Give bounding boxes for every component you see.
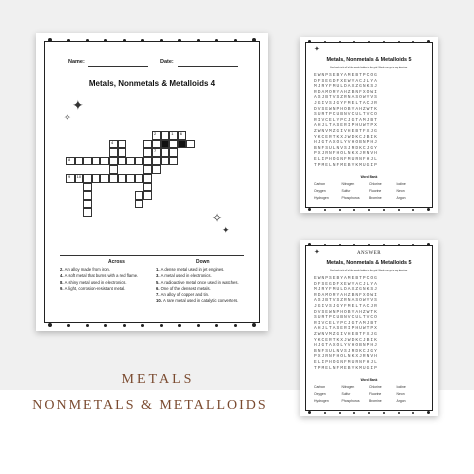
across-clue: 8. A shiny metal used in electronics. xyxy=(60,279,127,285)
word-bank-item: Iodine xyxy=(396,182,406,186)
date-label: Date: xyxy=(160,59,174,65)
top-dot-border xyxy=(308,242,430,247)
crossword-cell xyxy=(135,191,144,200)
crossword-cell xyxy=(118,157,127,166)
clue-number: 8 xyxy=(68,156,71,162)
clue-number: 1 xyxy=(171,131,174,136)
crossword-cell xyxy=(152,140,161,149)
letter-grid: EWNPSEBYAMEBTPCOG DFSEGDFXEWYACJLYA MJRYFMULDAXZGNKSJ RDAMORYAHZBNFXOWI ASJBTVSZRNASOWYVS JGIVSJGYFMELTACJR DVSEWNPHOBYAHZWTK SURTPCUBNVCULTVCO RIVCELYPCJGTAMJBT AHJLTASERIPHUWTPX ZWNVMZGIVHEBTFXJG YKCERTKXJWDKCJBIK HJGTAXOLYVHOBNPHJ BNFSULNVSJRDKCJGY PXJRNFHOLNKXJRNVH ELIPHOGNFMURNFHJL TPMELNFMEBYKMUGIP xyxy=(314,73,378,168)
crossword-cell xyxy=(109,174,118,183)
crossword-cell xyxy=(143,148,152,157)
crossword-cell xyxy=(92,174,101,183)
clue-number: 3 xyxy=(162,139,165,145)
crossword-cell xyxy=(118,174,127,183)
crossword-cell xyxy=(143,157,152,166)
crossword-cell xyxy=(100,157,109,166)
clue-number: 7 xyxy=(154,148,157,154)
word-bank-item: Chlorine xyxy=(369,182,382,186)
crossword-cell xyxy=(126,157,135,166)
word-bank-item: Nitrogen xyxy=(341,385,355,389)
sparkle-icon: ✦ xyxy=(314,46,320,53)
crossword-cell xyxy=(109,165,118,174)
word-bank-item: Fluorine xyxy=(369,189,382,193)
sparkle-icon: ✦ xyxy=(222,225,230,235)
down-clue: 5. A radioactive metal once used in watches. xyxy=(156,279,239,285)
clue-number: 10 xyxy=(76,174,82,179)
crossword-cell xyxy=(143,183,152,192)
word-bank-item: Chlorine xyxy=(369,385,382,389)
answer-key-worksheet xyxy=(300,240,438,416)
worksheet-title: Metals, Nonmetals & Metalloids 5 xyxy=(326,260,412,266)
crossword-blocked-cell xyxy=(161,140,170,149)
word-bank-item: Phosphorus xyxy=(341,196,360,200)
crossword-cell xyxy=(83,174,92,183)
crossword-cell xyxy=(143,191,152,200)
crossword-cell xyxy=(83,191,92,200)
crossword-cell xyxy=(135,174,144,183)
word-bank-item: Sulfur xyxy=(341,189,351,193)
crossword-worksheet xyxy=(36,33,268,331)
letter-grid: EWNPSEBYAMEBTPCOG DFSEGDFXEWYACJLYA MJRYFMULDAXZGNKSJ RDAMORYAHZBNFXOWI ASJBTVSZRNASOWYVS JGIVSJGYFMELTACJR DVSEWNPHOBYAHZWTK SURTPCUBNVCULTVCO RIVCELYPCJGTAMJBT AHJLTASERIPHUWTPX ZWNVMZGIVHEBTFXJG YKCERTKXJWDKCJBIK HJGTAXOLYVHOBNPHJ BNFSULNVSJRDKCJGY PXJRNFHOLNKXJRNVH ELIPHOGNFMURNFHJL TPMELNFMEBYKMUGIP xyxy=(314,276,378,371)
crossword-cell xyxy=(83,157,92,166)
crossword-blocked-cell xyxy=(178,140,187,149)
crossword-cell xyxy=(143,174,152,183)
crossword-cell xyxy=(109,157,118,166)
word-bank-item: Bromine xyxy=(369,196,382,200)
crossword-cell xyxy=(75,157,84,166)
crossword-cell xyxy=(75,174,84,183)
clue-number: 2 xyxy=(154,131,157,136)
crossword-cell xyxy=(152,148,161,157)
word-bank-heading: Word Bank xyxy=(360,175,378,179)
worksheet-title: Metals, Nonmetals & Metalloids 4 xyxy=(88,79,216,88)
down-clue: 10. A rare metal used in catalytic converters. xyxy=(156,298,239,304)
crossword-cell xyxy=(83,208,92,217)
across-heading: Across xyxy=(108,259,125,265)
word-bank-item: Fluorine xyxy=(369,392,382,396)
crossword-cell xyxy=(118,148,127,157)
clue-number: 6 xyxy=(179,131,183,136)
crossword-cell xyxy=(186,140,195,149)
word-bank-item: Hydrogen xyxy=(314,196,329,200)
word-bank-item: Nitrogen xyxy=(341,182,355,186)
crossword-cell xyxy=(169,148,178,157)
name-label: Name: xyxy=(68,59,85,65)
down-clue: 3. A metal used in electronics. xyxy=(156,273,212,279)
crossword-cell xyxy=(109,148,118,157)
word-bank-item: Oxygen xyxy=(314,392,326,396)
crossword-cell xyxy=(152,157,161,166)
crossword-cell xyxy=(143,140,152,149)
word-bank-heading: Word Bank xyxy=(360,378,378,382)
word-bank-item: Neon xyxy=(396,392,405,396)
across-clues xyxy=(60,267,156,292)
crossword-cell xyxy=(100,174,109,183)
down-clue: 7. An alloy of copper and tin. xyxy=(156,292,210,298)
down-heading: Down xyxy=(196,259,210,265)
crossword-cell xyxy=(135,157,144,166)
word-bank-item: Hydrogen xyxy=(314,399,329,403)
sparkle-icon: ✧ xyxy=(212,211,223,225)
instructions: Find and circle all of the words hidden in the grid. Words can go in any direction. xyxy=(330,67,408,69)
caption-line-2: NONMETALS & METALLOIDS xyxy=(32,398,268,413)
crossword-cell xyxy=(161,148,170,157)
top-dot-border xyxy=(308,39,430,44)
crossword-cell xyxy=(83,183,92,192)
crossword-cell xyxy=(161,131,170,140)
crossword-cell xyxy=(66,157,75,166)
crossword-cell xyxy=(152,165,161,174)
down-clues xyxy=(156,267,252,305)
word-bank-item: Argon xyxy=(396,196,406,200)
crossword-cell xyxy=(126,174,135,183)
answer-badge: ANSWER xyxy=(356,251,382,256)
bottom-dot-border xyxy=(308,410,430,415)
word-bank-item: Bromine xyxy=(369,399,382,403)
caption-line-1: METALS xyxy=(121,372,195,387)
word-bank-item: Argon xyxy=(396,399,406,403)
word-bank-item: Iodine xyxy=(396,385,406,389)
word-bank-item: Carbon xyxy=(314,385,326,389)
down-clue: 6. One of the densest metals. xyxy=(156,285,211,291)
across-clue: 9. A light, corrosion-resistant metal. xyxy=(60,285,126,291)
crossword-cell xyxy=(161,157,170,166)
crossword-cell xyxy=(169,157,178,166)
crossword-cell xyxy=(92,157,101,166)
worksheet-title: Metals, Nonmetals & Metalloids 5 xyxy=(326,57,412,63)
word-bank xyxy=(314,182,424,200)
word-bank-item: Neon xyxy=(396,189,405,193)
crossword-cell xyxy=(178,131,187,140)
word-bank-item: Sulfur xyxy=(341,392,351,396)
clue-number: 4 xyxy=(111,139,114,145)
word-bank-item: Oxygen xyxy=(314,189,326,193)
crossword-cell xyxy=(66,174,75,183)
clue-divider xyxy=(60,255,244,256)
bottom-dot-border xyxy=(308,207,430,212)
sparkle-icon: ✦ xyxy=(72,97,84,113)
word-bank xyxy=(314,385,424,403)
word-bank-item: Carbon xyxy=(314,182,326,186)
crossword-cell xyxy=(152,131,161,140)
across-clue: 4. A soft metal that burns with a red flame. xyxy=(60,273,139,279)
crossword-cell xyxy=(143,165,152,174)
crossword-cell xyxy=(109,140,118,149)
clue-number: 9 xyxy=(68,174,71,179)
word-search-worksheet xyxy=(300,37,438,213)
crossword-cell xyxy=(169,140,178,149)
down-clue: 1. A dense metal used in jet engines. xyxy=(156,267,225,272)
crossword-cell xyxy=(169,131,178,140)
across-clue: 2. An alloy made from iron. xyxy=(60,267,111,272)
sparkle-icon: ✧ xyxy=(64,113,71,122)
word-bank-item: Phosphorus xyxy=(341,399,360,403)
sparkle-icon: ✦ xyxy=(314,249,320,256)
crossword-cell xyxy=(83,200,92,209)
crossword-cell xyxy=(118,140,127,149)
instructions: Find and circle all of the words hidden in the grid. Words can go in any direction. xyxy=(330,270,408,272)
crossword-cell xyxy=(135,200,144,209)
